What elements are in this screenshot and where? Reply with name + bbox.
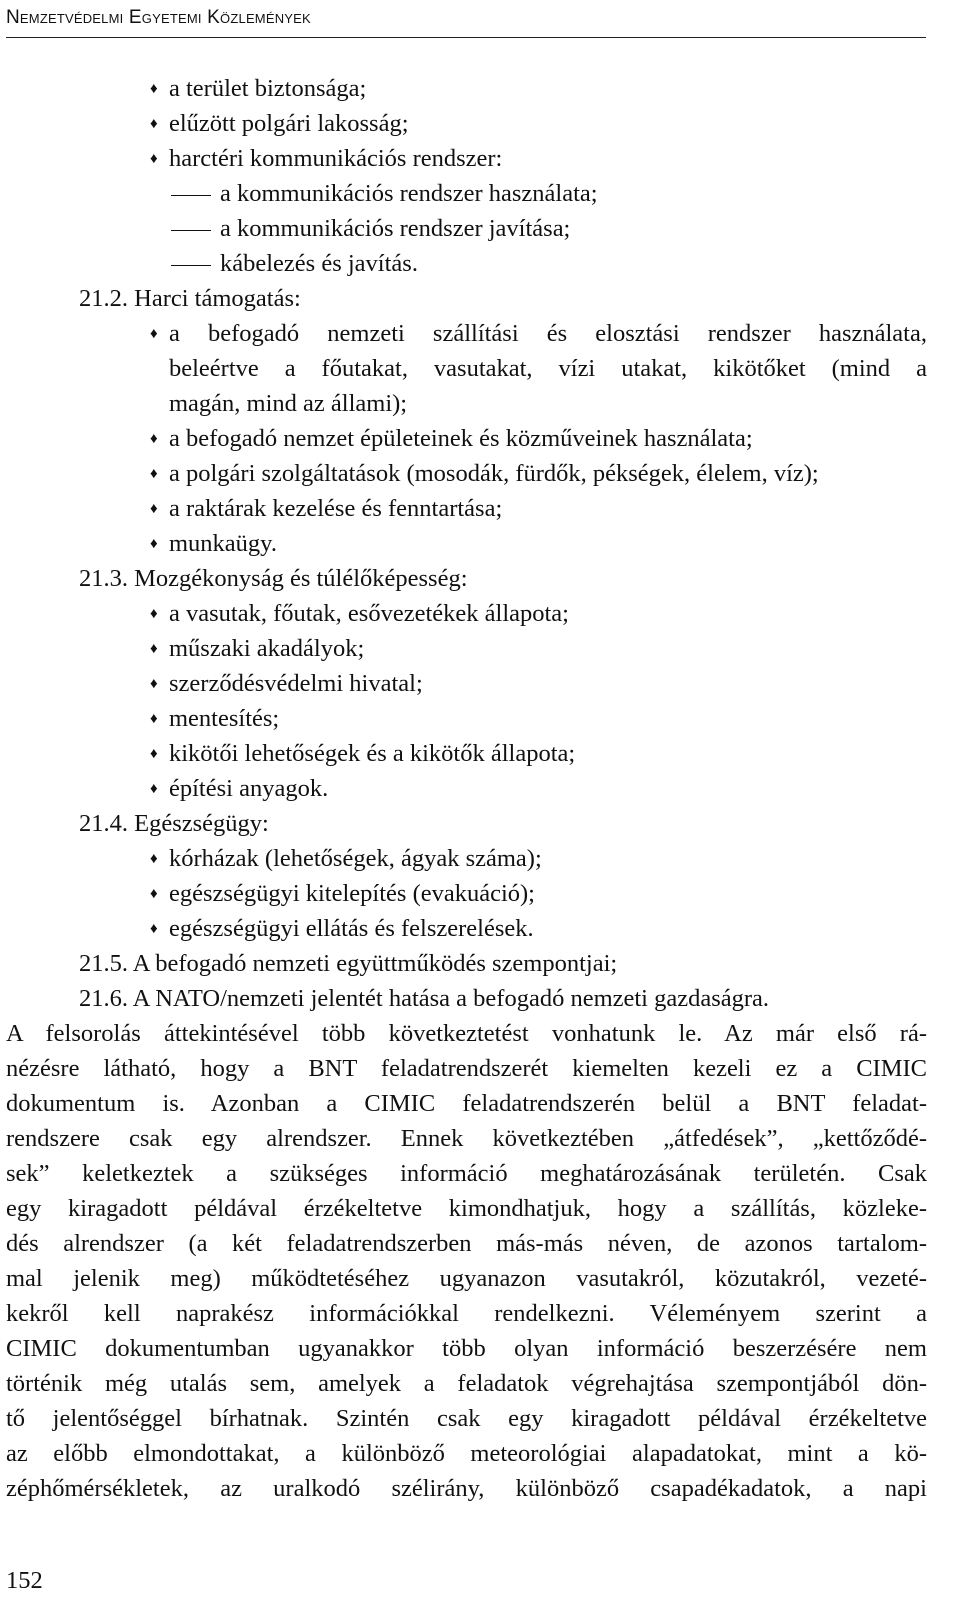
diamond-bullet-icon: ♦ xyxy=(150,536,158,552)
paragraph-line: zéphőmérsékletek, az uralkodó szélirány, különböző csapadékadatok, a napi xyxy=(6,1475,927,1502)
diamond-bullet-icon: ♦ xyxy=(150,711,158,727)
list-item: kórházak (lehetőségek, ágyak száma); xyxy=(169,845,542,872)
header-title: Nemzetvédelmi Egyetemi Közlemények xyxy=(6,7,311,28)
list-item: a raktárak kezelése és fenntartása; xyxy=(169,495,503,522)
diamond-bullet-icon: ♦ xyxy=(150,781,158,797)
page-number: 152 xyxy=(6,1567,43,1594)
paragraph-line: egy kiragadott példával érzékeltetve kimondhatjuk, hogy a szállítás, közleke- xyxy=(6,1195,927,1222)
list-item-line: beleértve a főutakat, vasutakat, vízi utakat, kikötőket (mind a xyxy=(169,355,927,382)
section-heading-21-2: 21.2. Harci támogatás: xyxy=(79,285,301,312)
diamond-bullet-icon: ♦ xyxy=(150,116,158,132)
paragraph-line: rendszere csak egy alrendszer. Ennek következtében „átfedések”, „kettőződé- xyxy=(6,1125,927,1152)
diamond-bullet-icon: ♦ xyxy=(150,81,158,97)
paragraph-line: mal jelenik meg) működtetéséhez ugyanazon vasutakról, közutakról, vezeté- xyxy=(6,1265,927,1292)
diamond-bullet-icon: ♦ xyxy=(150,431,158,447)
list-item: munkaügy. xyxy=(169,530,277,557)
running-header xyxy=(6,4,926,38)
sub-list-item: a kommunikációs rendszer használata; xyxy=(220,180,598,207)
list-item-line: a befogadó nemzeti szállítási és elosztási rendszer használata, xyxy=(169,320,927,347)
list-item: kikötői lehetőségek és a kikötők állapota; xyxy=(169,740,576,767)
paragraph-line: kekről kell naprakész információkkal rendelkezni. Véleményem szerint a xyxy=(6,1300,927,1327)
diamond-bullet-icon: ♦ xyxy=(150,641,158,657)
sub-list-item: kábelezés és javítás. xyxy=(220,250,418,277)
diamond-bullet-icon: ♦ xyxy=(150,746,158,762)
list-item: egészségügyi kitelepítés (evakuáció); xyxy=(169,880,535,907)
dash-bullet-icon xyxy=(171,230,211,231)
paragraph-line: nézésre látható, hogy a BNT feladatrendszerét kiemelten kezeli ez a CIMIC xyxy=(6,1055,927,1082)
diamond-bullet-icon: ♦ xyxy=(150,151,158,167)
section-heading-21-5: 21.5. A befogadó nemzeti együttműködés szempontjai; xyxy=(79,950,618,977)
list-item: a terület biztonsága; xyxy=(169,75,367,102)
paragraph-line: történik még utalás sem, amelyek a feladatok végrehajtása szempontjából dön- xyxy=(6,1370,927,1397)
diamond-bullet-icon: ♦ xyxy=(150,851,158,867)
diamond-bullet-icon: ♦ xyxy=(150,606,158,622)
list-item-line: magán, mind az állami); xyxy=(169,390,408,417)
list-item: elűzött polgári lakosság; xyxy=(169,110,409,137)
list-item: a polgári szolgáltatások (mosodák, fürdők, pékségek, élelem, víz); xyxy=(169,460,819,487)
diamond-bullet-icon: ♦ xyxy=(150,676,158,692)
section-heading-21-3: 21.3. Mozgékonyság és túlélőképesség: xyxy=(79,565,468,592)
paragraph-line: az előbb elmondottakat, a különböző meteorológiai alapadatokat, mint a kö- xyxy=(6,1440,927,1467)
diamond-bullet-icon: ♦ xyxy=(150,501,158,517)
list-item: műszaki akadályok; xyxy=(169,635,365,662)
dash-bullet-icon xyxy=(171,265,211,266)
list-item: egészségügyi ellátás és felszerelések. xyxy=(169,915,534,942)
list-item: harctéri kommunikációs rendszer: xyxy=(169,145,503,172)
paragraph-line: CIMIC dokumentumban ugyanakkor több olyan információ beszerzésére nem xyxy=(6,1335,927,1362)
dash-bullet-icon xyxy=(171,195,211,196)
list-item: szerződésvédelmi hivatal; xyxy=(169,670,423,697)
list-item: a vasutak, főutak, esővezetékek állapota; xyxy=(169,600,569,627)
paragraph-line: sek” keletkeztek a szükséges információ meghatározásának területén. Csak xyxy=(6,1160,927,1187)
section-heading-21-4: 21.4. Egészségügy: xyxy=(79,810,269,837)
paragraph-line: dés alrendszer (a két feladatrendszerben más-más néven, de azonos tartalom- xyxy=(6,1230,927,1257)
diamond-bullet-icon: ♦ xyxy=(150,921,158,937)
diamond-bullet-icon: ♦ xyxy=(150,886,158,902)
diamond-bullet-icon: ♦ xyxy=(150,326,158,342)
list-item: mentesítés; xyxy=(169,705,280,732)
list-item: a befogadó nemzet épületeinek és közműveinek használata; xyxy=(169,425,753,452)
paragraph-line: dokumentum is. Azonban a CIMIC feladatrendszerén belül a BNT feladat- xyxy=(6,1090,927,1117)
sub-list-item: a kommunikációs rendszer javítása; xyxy=(220,215,571,242)
list-item: építési anyagok. xyxy=(169,775,329,802)
diamond-bullet-icon: ♦ xyxy=(150,466,158,482)
paragraph-line: tő jelentőséggel bírhatnak. Szintén csak egy kiragadott példával érzékeltetve xyxy=(6,1405,927,1432)
section-heading-21-6: 21.6. A NATO/nemzeti jelentét hatása a befogadó nemzeti gazdaságra. xyxy=(79,985,770,1012)
paragraph-line: A felsorolás áttekintésével több következtetést vonhatunk le. Az már első rá- xyxy=(6,1020,927,1047)
